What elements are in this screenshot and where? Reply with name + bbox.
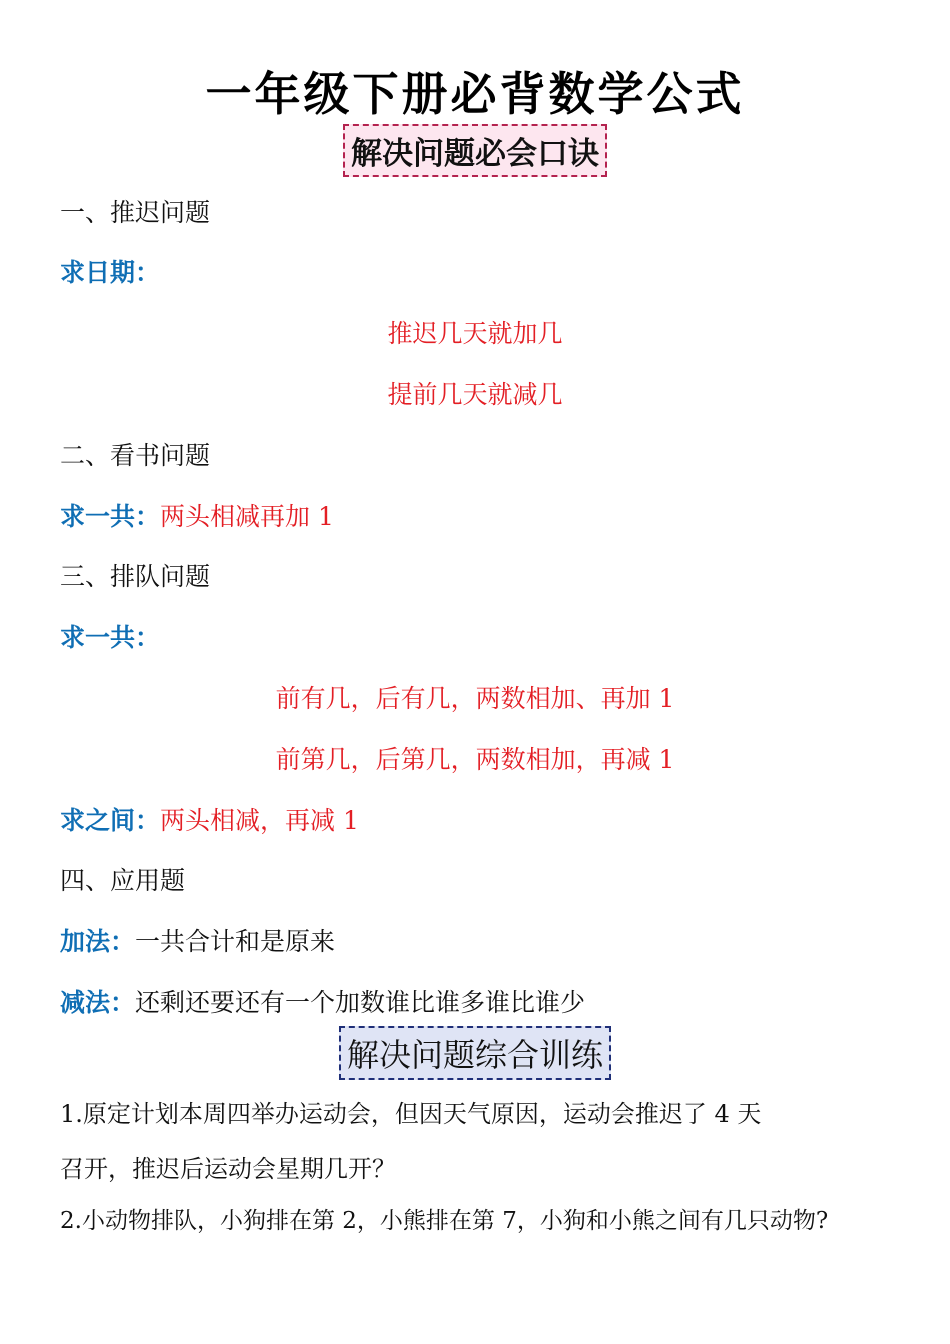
question-2: 2.小动物排队，小狗排在第 2，小熊排在第 7，小狗和小熊之间有几只动物?: [60, 1208, 829, 1234]
subtraction-keywords: 还剩还要还有一个加数谁比谁多谁比谁少: [135, 988, 586, 1017]
rule-queue-rank-subtract: 前第几，后第几，两数相加，再减 1: [275, 745, 675, 774]
rule-queue-count-add: 前有几，后有几，两数相加、再加 1: [275, 684, 675, 713]
label-find-date: 求日期：: [60, 258, 161, 287]
row-queue-between: [60, 801, 359, 837]
label-find-total-queue: 求一共：: [60, 623, 161, 652]
row-reading-total: [60, 497, 334, 533]
section-title-rhymes: 解决问题必会口诀: [343, 124, 607, 177]
label-subtraction: 减法：: [60, 988, 136, 1017]
heading-word-problems: 四、应用题: [60, 866, 186, 895]
rule-delay-add: 推迟几天就加几: [387, 319, 563, 348]
question-1-line-1: 1.原定计划本周四举办运动会，但因天气原因，运动会推迟了 4 天: [60, 1100, 762, 1128]
row-find-date: [60, 253, 160, 289]
row-queue-total: [60, 618, 160, 654]
addition-keywords: 一共合计和是原来: [135, 927, 336, 956]
question-1-line-2: 召开，推迟后运动会星期几开？: [60, 1155, 396, 1183]
section-title-practice: 解决问题综合训练: [339, 1026, 611, 1080]
label-addition: 加法：: [60, 927, 136, 956]
label-find-between: 求之间：: [60, 806, 161, 835]
label-find-total: 求一共：: [60, 502, 161, 531]
page-title: 一年级下册必背数学公式: [205, 67, 745, 121]
heading-delay-problem: 一、推迟问题: [60, 198, 211, 227]
rule-reading-total: 两头相减再加 1: [160, 502, 334, 531]
rule-advance-subtract: 提前几天就减几: [387, 380, 563, 409]
row-subtraction-keywords: [60, 983, 585, 1019]
rule-queue-between: 两头相减，再减 1: [160, 806, 359, 835]
heading-queue-problem: 三、排队问题: [60, 562, 211, 591]
row-addition-keywords: [60, 922, 335, 958]
heading-reading-problem: 二、看书问题: [60, 441, 211, 470]
